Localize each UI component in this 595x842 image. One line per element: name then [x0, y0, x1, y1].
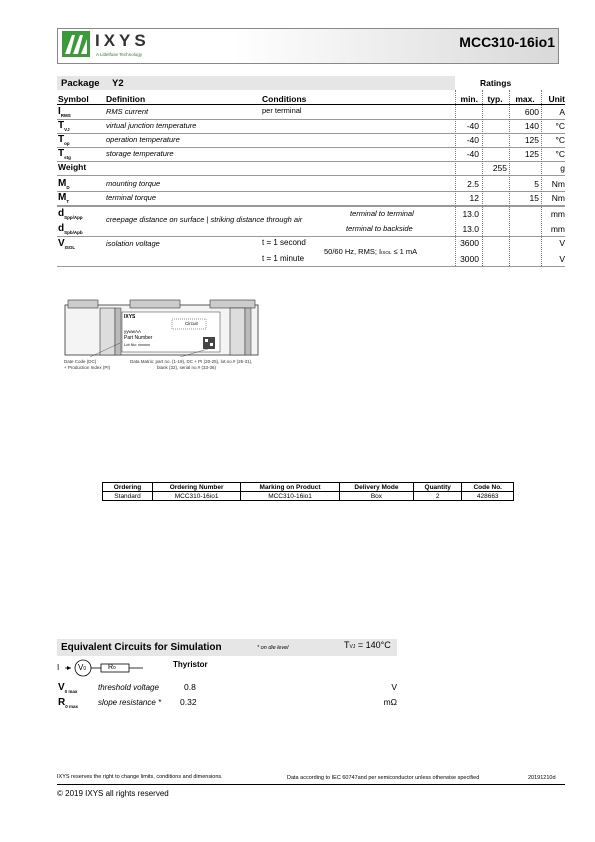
isolation-time-2: t = 1 minute [262, 254, 305, 263]
row-symbol: $I_{RMS}$ [58, 106, 71, 118]
isolation-unit-1: V [559, 238, 565, 248]
creepage-cond-2: terminal to backside [346, 224, 413, 233]
ordering-cell: Standard [103, 492, 153, 501]
row-rule [57, 191, 565, 192]
row-max: 125 [524, 135, 539, 145]
col-definition: Definition [106, 94, 146, 104]
isolation-min-2: 3000 [460, 254, 479, 264]
drawing-part-number: Part Number [124, 335, 153, 341]
equivalent-title: Equivalent Circuits for Simulation [61, 642, 222, 653]
ordering-header: Quantity [414, 483, 462, 492]
slope-unit: mΩ [383, 697, 397, 707]
row-unit: Nm [551, 179, 565, 189]
row-symbol: Weight [58, 162, 87, 172]
slope-symbol: $R_{0 max}$ [58, 697, 78, 709]
isolation-symbol: $V_{ISOL}$ [58, 238, 76, 250]
isolation-condition: 50/60 Hz, RMS; IISOL ≤ 1 mA [324, 247, 418, 256]
brand-name: IXYS [95, 31, 150, 50]
ordering-row [103, 492, 514, 501]
col-separator [455, 90, 456, 266]
threshold-symbol: $V_{0 max}$ [58, 682, 78, 694]
header-rule [57, 104, 565, 105]
row-definition: terminal torque [106, 193, 157, 202]
equivalent-tvj: TVJ = 140°C [344, 640, 391, 650]
row-symbol: $T_{op}$ [58, 134, 70, 146]
callout-right-2: blank (32), serial no.# (33-36) [157, 365, 217, 370]
creepage-symbol-1: $d_{Spp/App}$ [58, 208, 83, 220]
row-rule [57, 236, 565, 237]
part-number-title: MCC310-16io1 [459, 34, 555, 50]
footer-rule [57, 784, 565, 785]
ordering-header: Marking on Product [241, 483, 340, 492]
col-separator [482, 90, 483, 266]
row-definition: storage temperature [106, 149, 174, 158]
row-max: 125 [524, 149, 539, 159]
drawing-logo: IXYS [124, 314, 136, 320]
row-min: -40 [466, 121, 479, 131]
ixys-logo-icon [62, 31, 90, 57]
drawing-circuit-label: Circuit [185, 321, 198, 326]
col-separator [509, 90, 510, 266]
creepage-unit-2: mm [550, 224, 565, 234]
device-label: Thyristor [173, 660, 208, 669]
ordering-cell: 2 [414, 492, 462, 501]
col-unit: Unit [548, 94, 565, 104]
circuit-voltage-label: V0 [78, 663, 87, 672]
ordering-cell: MCC310-16io1 [152, 492, 240, 501]
row-max: 140 [524, 121, 539, 131]
row-typ: 255 [492, 163, 507, 173]
row-symbol: $M_D$ [58, 178, 70, 190]
row-unit: g [560, 163, 565, 173]
footer-disclaimer: IXYS reserves the right to change limits, conditions and dimensions. [57, 774, 223, 780]
threshold-value: 0.8 [184, 682, 196, 692]
row-min: 2.5 [467, 179, 479, 189]
creepage-definition: creepage distance on surface | striking distance through air [106, 215, 303, 224]
ratings-label: Ratings [480, 78, 512, 88]
row-max: 5 [534, 179, 539, 189]
footer-standard-note: Data according to IEC 60747and per semiconductor unless otherwise specified [287, 775, 480, 781]
isolation-time-1: t = 1 second [262, 238, 306, 247]
isolation-min-1: 3600 [460, 238, 479, 248]
equivalent-note: * on die level [257, 645, 289, 651]
brand-tagline: A Littelfuse Technology [96, 52, 142, 57]
creepage-min-2: 13.0 [462, 224, 479, 234]
col-separator [541, 90, 542, 266]
threshold-unit: V [391, 682, 397, 692]
threshold-definition: threshold voltage [98, 683, 159, 692]
row-definition: operation temperature [106, 135, 180, 144]
callout-left-2: + Production Index (PI) [64, 365, 111, 370]
creepage-unit-1: mm [550, 209, 565, 219]
ordering-cell: MCC310-16io1 [241, 492, 340, 501]
circuit-current-label: I [57, 663, 60, 672]
col-conditions: Conditions [262, 94, 307, 104]
creepage-min-1: 13.0 [462, 209, 479, 219]
row-unit: °C [555, 121, 565, 131]
col-symbol: Symbol [58, 94, 89, 104]
isolation-unit-2: V [559, 254, 565, 264]
ordering-header: Ordering Number [152, 483, 240, 492]
row-definition: mounting torque [106, 179, 161, 188]
row-max: 15 [529, 193, 539, 203]
row-unit: °C [555, 135, 565, 145]
slope-definition: slope resistance * [98, 698, 162, 707]
col-min: min. [460, 94, 478, 104]
col-typ: typ. [487, 94, 503, 104]
circuit-resistance-label: R0 [108, 664, 116, 671]
drawing-lot: Lot No: xxxxxx [124, 342, 151, 347]
row-symbol: $T_{stg}$ [58, 148, 71, 160]
package-label: Package [61, 78, 100, 89]
ordering-header: Code No. [462, 483, 514, 492]
row-unit: Nm [551, 193, 565, 203]
footer-revision: 20191210d [528, 775, 556, 781]
row-condition: per terminal [262, 106, 302, 115]
row-rule [57, 147, 565, 148]
row-rule [57, 206, 565, 207]
ordering-header: Delivery Mode [339, 483, 413, 492]
row-definition: RMS current [106, 107, 149, 116]
row-definition: virtual junction temperature [106, 121, 197, 130]
row-max: 600 [524, 107, 539, 117]
row-symbol: $M_T$ [58, 192, 70, 204]
ordering-header: Ordering [103, 483, 153, 492]
footer-copyright: © 2019 IXYS all rights reserved [57, 789, 169, 798]
row-unit: A [559, 107, 565, 117]
row-min: -40 [466, 149, 479, 159]
row-rule [57, 175, 565, 176]
ordering-table [102, 482, 514, 501]
row-rule [57, 161, 565, 162]
slope-value: 0.32 [180, 697, 197, 707]
package-type: Y2 [112, 78, 124, 89]
row-symbol: $T_{VJ}$ [58, 120, 70, 132]
creepage-cond-1: terminal to terminal [350, 209, 414, 218]
drawing-datecode: yywwAA [124, 329, 142, 334]
row-unit: °C [555, 149, 565, 159]
col-max: max. [515, 94, 535, 104]
ordering-cell: Box [339, 492, 413, 501]
creepage-symbol-2: $d_{Spb/Apb}$ [58, 223, 83, 235]
ordering-cell: 428663 [462, 492, 514, 501]
row-min: -40 [466, 135, 479, 145]
table-bottom-rule [57, 266, 565, 267]
row-rule [57, 119, 565, 120]
callout-left-1: Date Code (DC) [64, 359, 97, 364]
isolation-definition: isolation voltage [106, 239, 160, 248]
callout-right-1: Data Matrix: part no. (1-19), DC + PI (20-25), lot.no.# (26-31), [130, 359, 253, 364]
row-min: 12 [469, 193, 479, 203]
package-drawing [60, 295, 260, 357]
row-rule [57, 133, 565, 134]
ordering-header-row [103, 483, 514, 492]
